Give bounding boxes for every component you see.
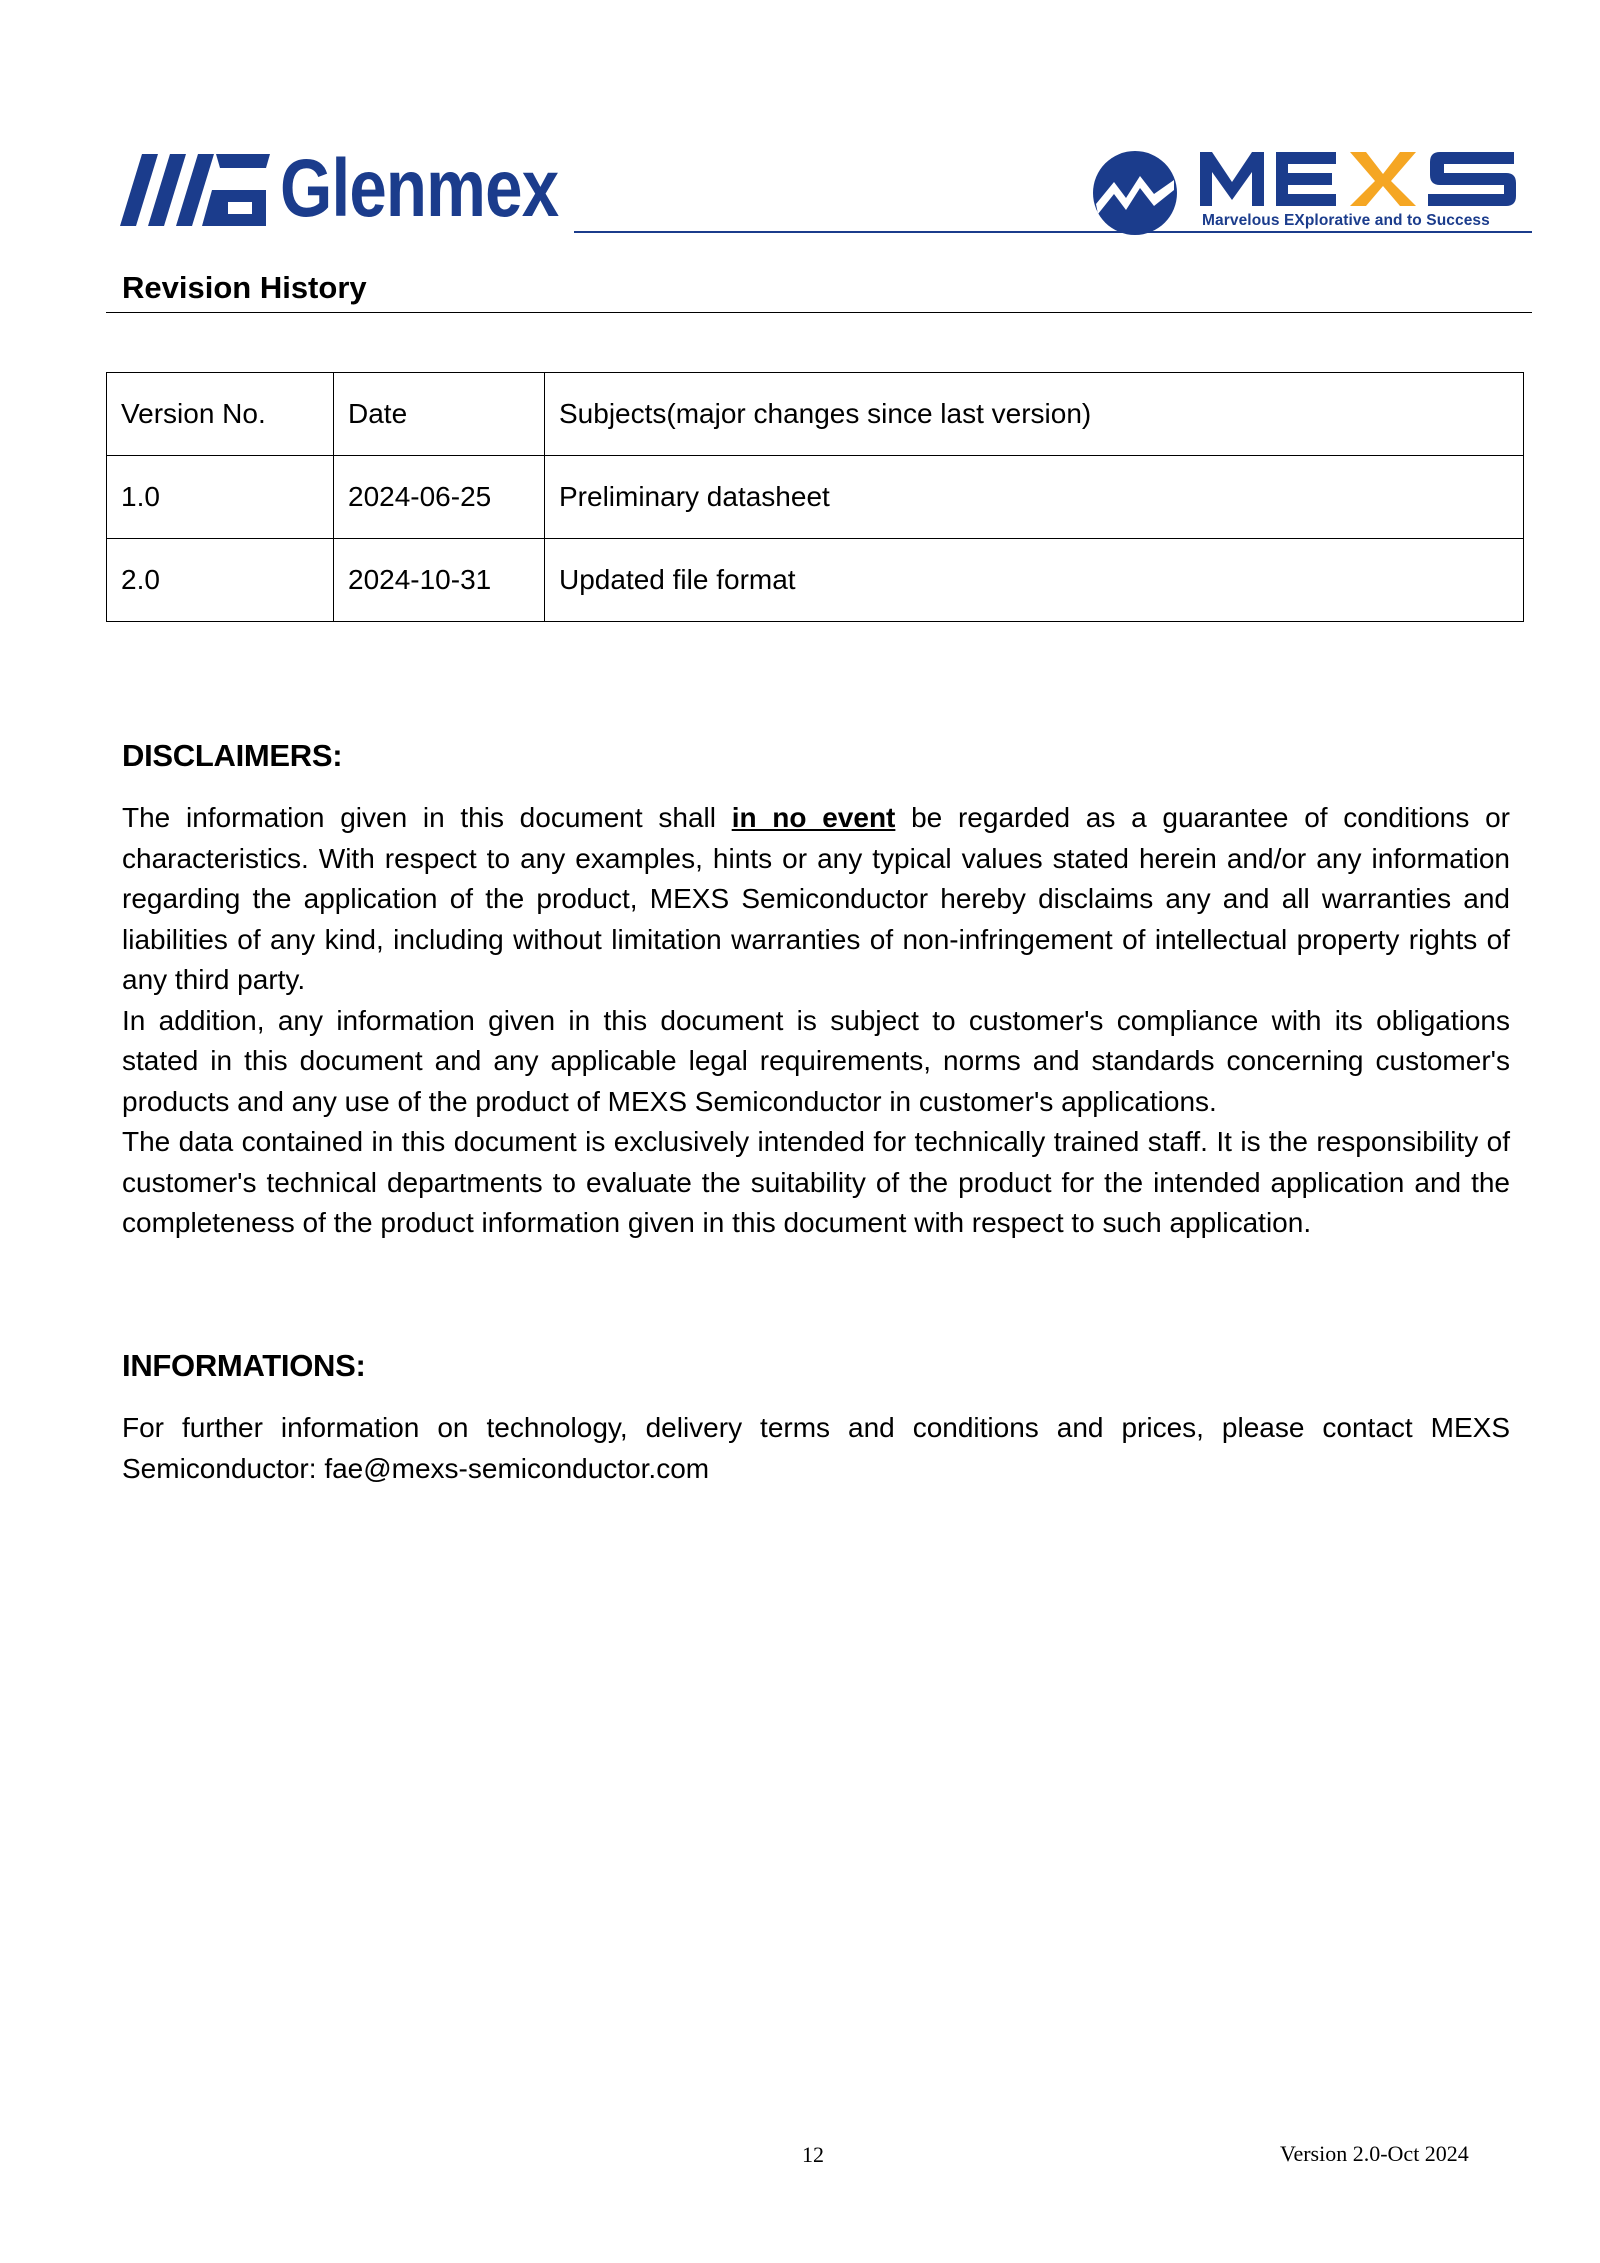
table-cell: 2.0	[107, 539, 334, 622]
header-cell: Subjects(major changes since last version)	[545, 373, 1524, 456]
glenmex-logo	[120, 143, 580, 238]
disclaimer-paragraph	[122, 798, 1510, 1001]
mexs-wordmark-icon	[1200, 152, 1520, 206]
emphasis-text: in no event	[731, 802, 896, 833]
revision-history-title: Revision History	[122, 270, 367, 305]
header-cell: Date	[334, 373, 545, 456]
version-label: Version 2.0-Oct 2024	[1280, 2141, 1469, 2166]
revision-title-rule	[106, 312, 1532, 313]
table-cell: 2024-06-25	[334, 456, 545, 539]
informations-body	[122, 1408, 1510, 1489]
table-header-row	[107, 373, 1524, 456]
header-cell: Version No.	[107, 373, 334, 456]
table-cell: Updated file format	[545, 539, 1524, 622]
mexs-emblem-icon	[1092, 150, 1178, 236]
table-cell: 1.0	[107, 456, 334, 539]
informations-heading: INFORMATIONS:	[122, 1348, 366, 1383]
mexs-logo	[1092, 150, 1532, 236]
informations-paragraph: For further information on technology, delivery terms and conditions and prices, please contact MEXS Semiconductor: fae@mexs-semiconductor.com	[122, 1412, 1510, 1484]
table-row	[107, 456, 1524, 539]
disclaimer-paragraph: In addition, any information given in this document is subject to customer's compliance with its obligations stated in this document and any applicable legal requirements, norms and standards concerning customer's products and any use of the product of MEXS Semiconductor in customer's applications.	[122, 1004, 1510, 1117]
disclaimer-paragraph: The data contained in this document is exclusively intended for technically trained staff. It is the responsibility of customer's technical departments to evaluate the suitability of the product for the intended application and the completeness of the product information given in this document with respect to such application.	[122, 1126, 1510, 1238]
page-number: 12	[802, 2142, 824, 2167]
disclaimers-body	[122, 798, 1510, 1244]
mexs-tagline: Marvelous EXplorative and to Success	[1202, 212, 1490, 229]
table-cell: 2024-10-31	[334, 539, 545, 622]
revision-table	[106, 372, 1524, 622]
glenmex-wordmark: Glenmex	[280, 143, 559, 234]
disclaimers-heading: DISCLAIMERS:	[122, 738, 343, 773]
glenmex-mark-icon	[120, 154, 270, 226]
table-row	[107, 539, 1524, 622]
disclaimer-text: The information given in this document shall	[122, 802, 732, 833]
disclaimer-text: be regarded as a guarantee of conditions or characteristics. With respect to any examples, hints or any typical values stated herein and/or any information regarding the application of the product, MEXS Semiconductor hereby disclaims any and all warranties and liabilities of any kind, including without limitation warranties of non-infringement of intellectual property rights of any third party.	[122, 802, 1510, 995]
table-cell: Preliminary datasheet	[545, 456, 1524, 539]
